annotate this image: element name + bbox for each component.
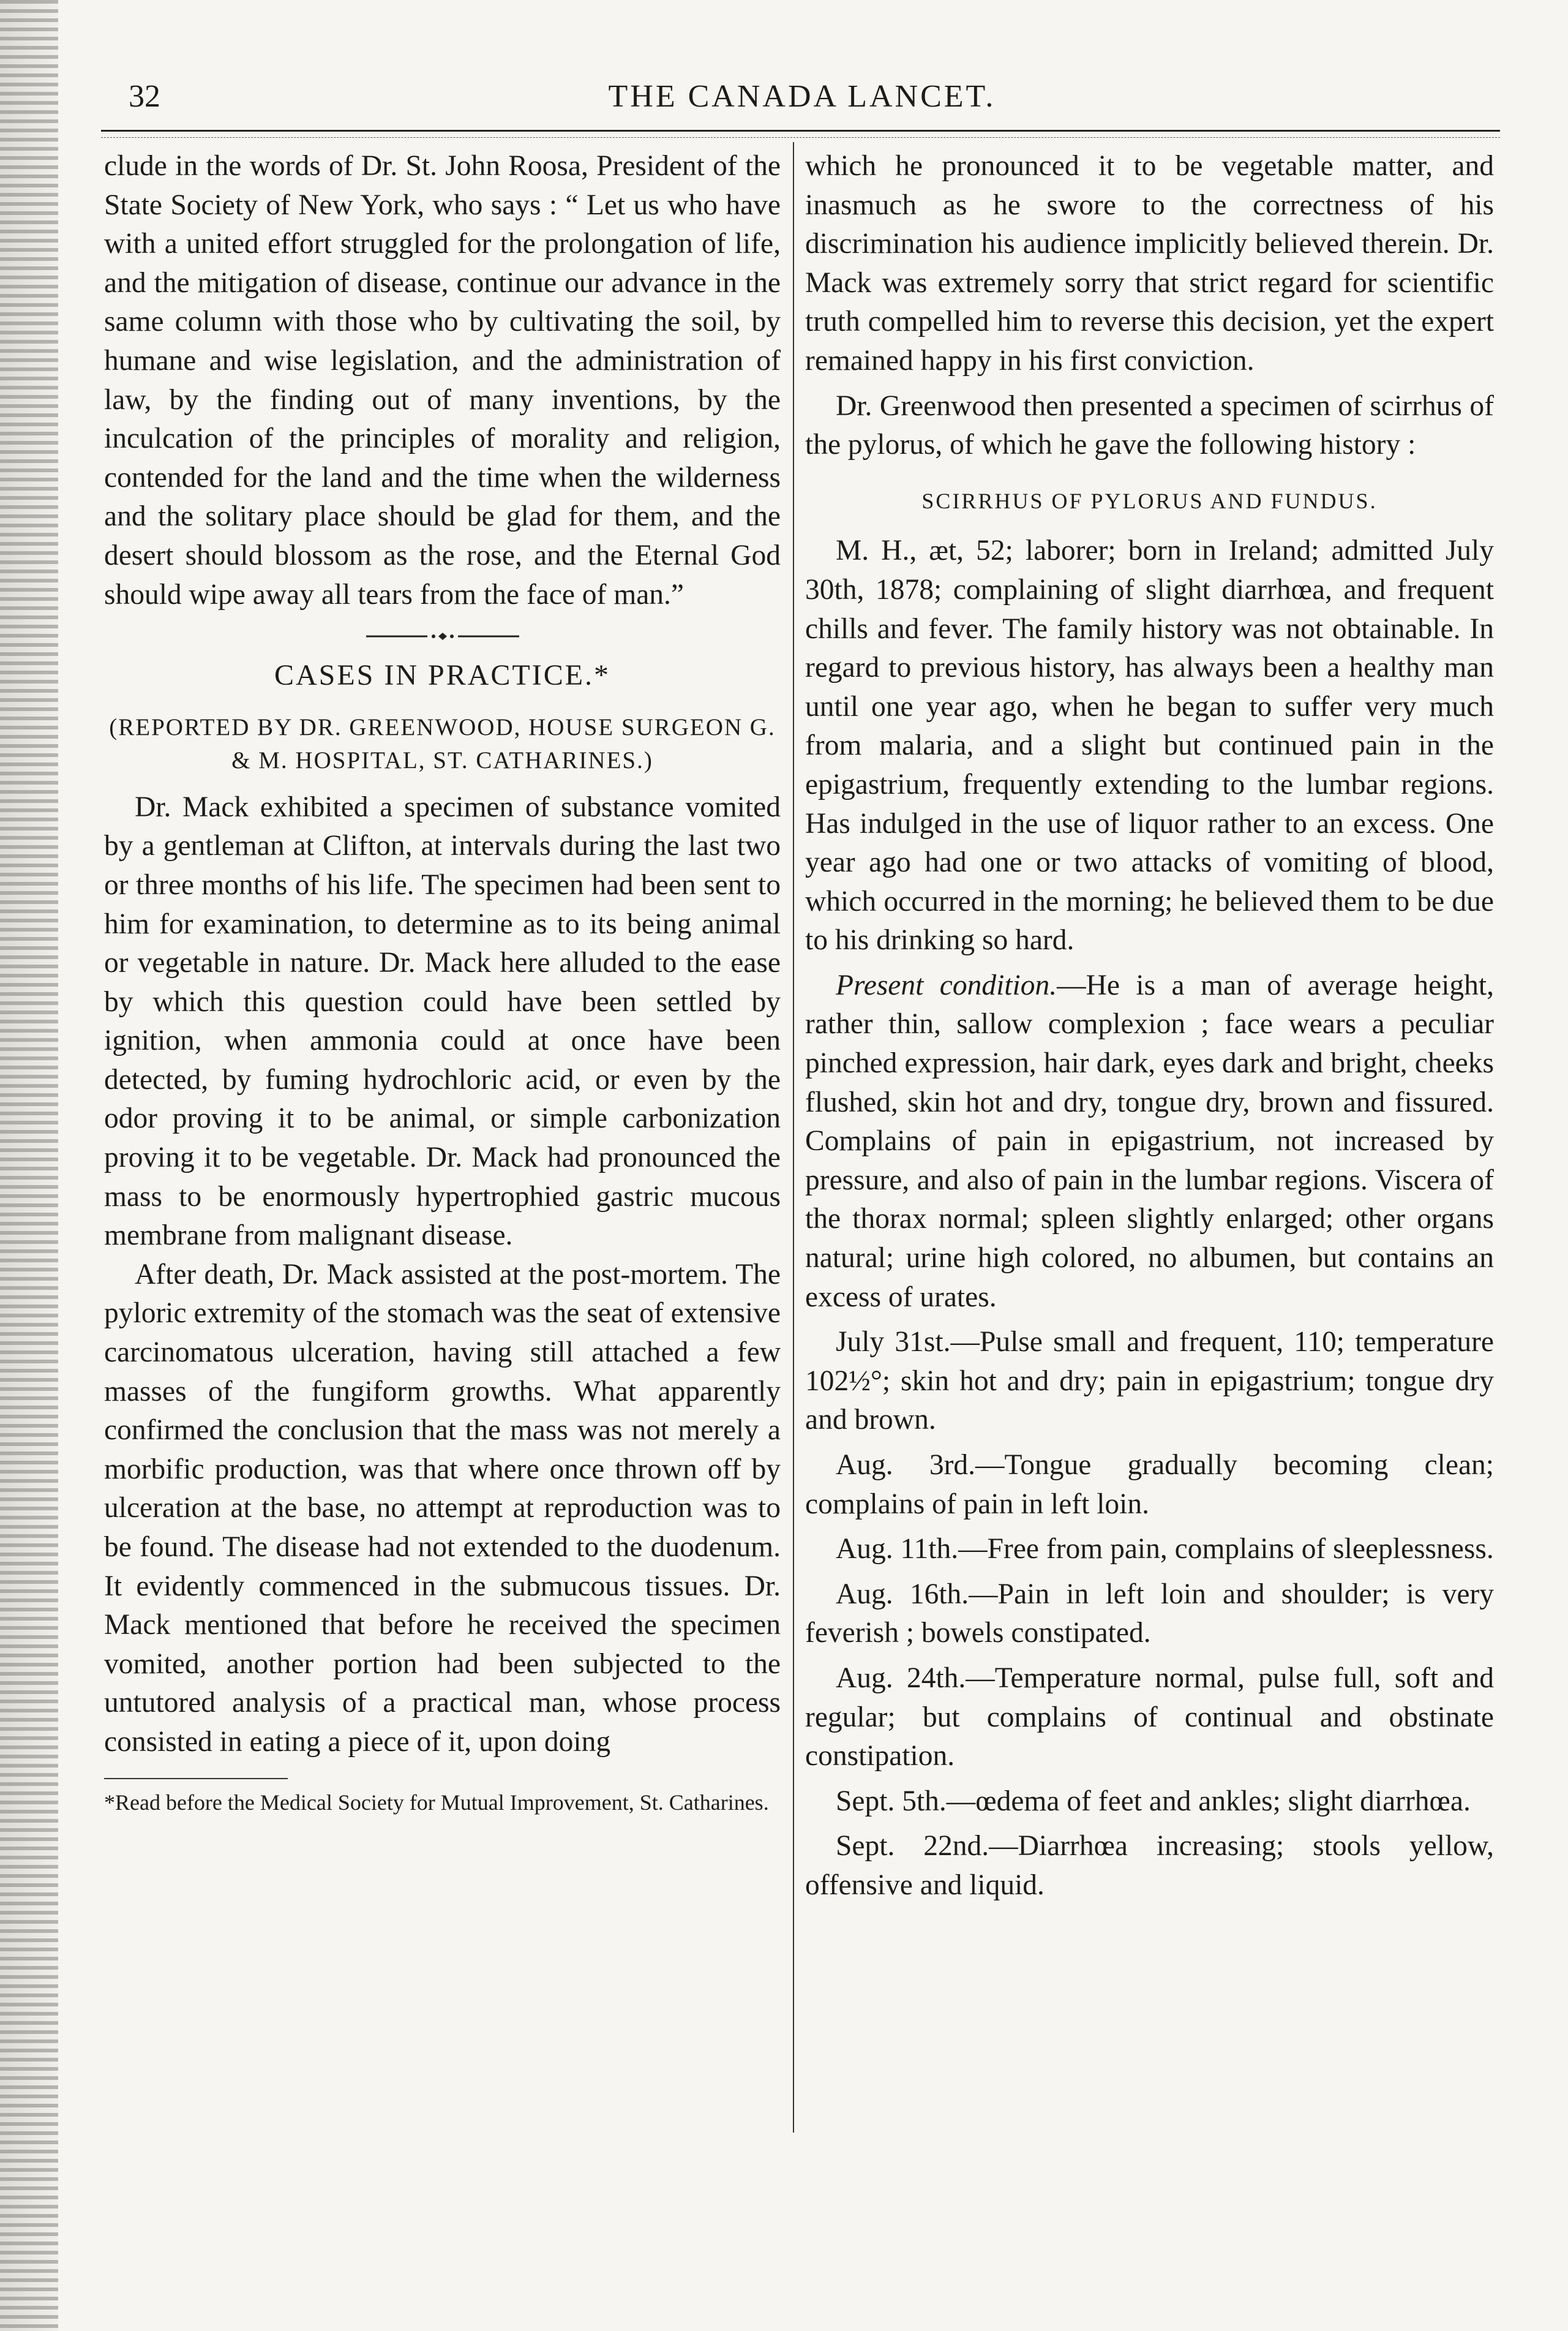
paragraph: Sept. 5th.—œdema of feet and ankles; slight diarrhœa. xyxy=(836,1785,1471,1817)
footnote-rule xyxy=(104,1778,288,1779)
binding-edge xyxy=(0,0,58,2331)
column-divider xyxy=(793,142,794,2133)
ornament-divider xyxy=(104,630,781,642)
paragraph: Aug. 24th.—Temperature normal, pulse full, soft and regular; but complains of continual and obstinate constipation. xyxy=(805,1662,1494,1772)
section-title: CASES IN PRACTICE.* xyxy=(274,659,611,692)
paragraph: which he pronounced it to be vegetable matter, and inasmuch as he swore to the correctness of his discrimination his audience implicitly believed therein. Dr. Mack was extremely sorry that strict regard for scientific truth compelled him to reverse this decision, yet the expert remained happy in his first conviction. xyxy=(805,150,1494,377)
paragraph-lead: Present condition. xyxy=(836,969,1057,1001)
header-rule xyxy=(101,130,1500,132)
paragraph: M. H., æt, 52; laborer; born in Ireland; admitted July 30th, 1878; complaining of slight diarrhœa, and frequent chills and fever. The family history was not obtainable. In regard to previous history, has always been a healthy man until one year ago, when he began to suffer very much from malaria, and a slight but continued pain in the epigastrium, frequently extending to the lumbar regions. Has indulged in the use of liquor rather to an excess. One year ago had one or two attacks of vomiting of blood, which occurred in the morning; he believed them to be due to his drinking so hard. xyxy=(805,535,1494,957)
paragraph: Dr. Greenwood then presented a specimen of scirrhus of the pylorus, of which he gave the following history : xyxy=(805,390,1494,461)
reported-by: (REPORTED BY DR. GREENWOOD, HOUSE SURGEON G. & M. HOSPITAL, ST. CATHARINES.) xyxy=(109,714,776,774)
right-column xyxy=(805,147,1494,1905)
running-header xyxy=(110,78,1494,121)
left-column xyxy=(104,147,781,1816)
page-number: 32 xyxy=(129,79,160,114)
paragraph: Aug. 3rd.—Tongue gradually becoming clean; complains of pain in left loin. xyxy=(805,1449,1494,1520)
paragraph: clude in the words of Dr. St. John Roosa, President of the State Society of New York, who says : “ Let us who have with a united effort struggled for the prolongation of life, and the mitigation of disease, continue our advance in the same column with those who by cultivating the soil, by humane and wise legislation, and the administration of law, by the finding out of many inventions, by the inculcation of the principles of morality and religion, contended for the land and the time when the wilderness and the solitary place should be glad for them, and the desert should blossom as the rose, and the Eternal God should wipe away all tears from the face of man.” xyxy=(104,150,781,611)
paragraph: Sept. 22nd.—Diarrhœa increasing; stools yellow, offensive and liquid. xyxy=(805,1830,1494,1901)
paragraph: Aug. 11th.—Free from pain, complains of sleeplessness. xyxy=(836,1533,1494,1565)
journal-title: THE CANADA LANCET. xyxy=(608,79,996,114)
paragraph: Aug. 16th.—Pain in left loin and shoulder; is very feverish ; bowels constipated. xyxy=(805,1578,1494,1649)
footnote: *Read before the Medical Society for Mutual Improvement, St. Catharines. xyxy=(104,1790,769,1815)
paragraph-body: —He is a man of average height, rather thin, sallow complexion ; face wears a peculiar pinched expression, hair dark, eyes dark and bright, cheeks flushed, skin hot and dry, tongue dry, brown and fissured. Complains of pain in epigastrium, not increased by pressure, and also of pain in the lumbar regions. Viscera of the thorax normal; spleen slightly enlarged; other organs natural; urine high colored, no albumen, but contains an excess of urates. xyxy=(805,969,1494,1313)
paragraph: After death, Dr. Mack assisted at the post-mortem. The pyloric extremity of the stomach was the seat of extensive carcinomatous ulceration, having still attached a few masses of the fungiform growths. What apparently confirmed the conclusion that the mass was not merely a morbific production, was that where once thrown off by ulceration at the base, no attempt at reproduction was to be found. The disease had not extended to the duodenum. It evidently commenced in the submucous tissues. Dr. Mack mentioned that before he received the specimen vomited, another portion had been subjected to the untutored analysis of a practical man, whose process consisted in eating a piece of it, upon doing xyxy=(104,1258,781,1758)
paragraph: July 31st.—Pulse small and frequent, 110; temperature 102½°; skin hot and dry; pain in epigastrium; tongue dry and brown. xyxy=(805,1326,1494,1436)
paragraph: Dr. Mack exhibited a specimen of substance vomited by a gentleman at Clifton, at intervals during the last two or three months of his life. The specimen had been sent to him for examination, to determine as to its being animal or vegetable in nature. Dr. Mack here alluded to the ease by which this question could have been settled by ignition, when ammonia could at once have been detected, by fuming hydrochloric acid, or even by the odor proving it to be animal, or simple carbonization proving it to be vegetable. Dr. Mack had pronounced the mass to be enormously hypertrophied gastric mucous membrane from malignant disease. xyxy=(104,791,781,1252)
case-subheading: SCIRRHUS OF PYLORUS AND FUNDUS. xyxy=(921,488,1378,513)
paragraph xyxy=(805,966,1494,1317)
header-rule-dashed xyxy=(101,137,1500,138)
